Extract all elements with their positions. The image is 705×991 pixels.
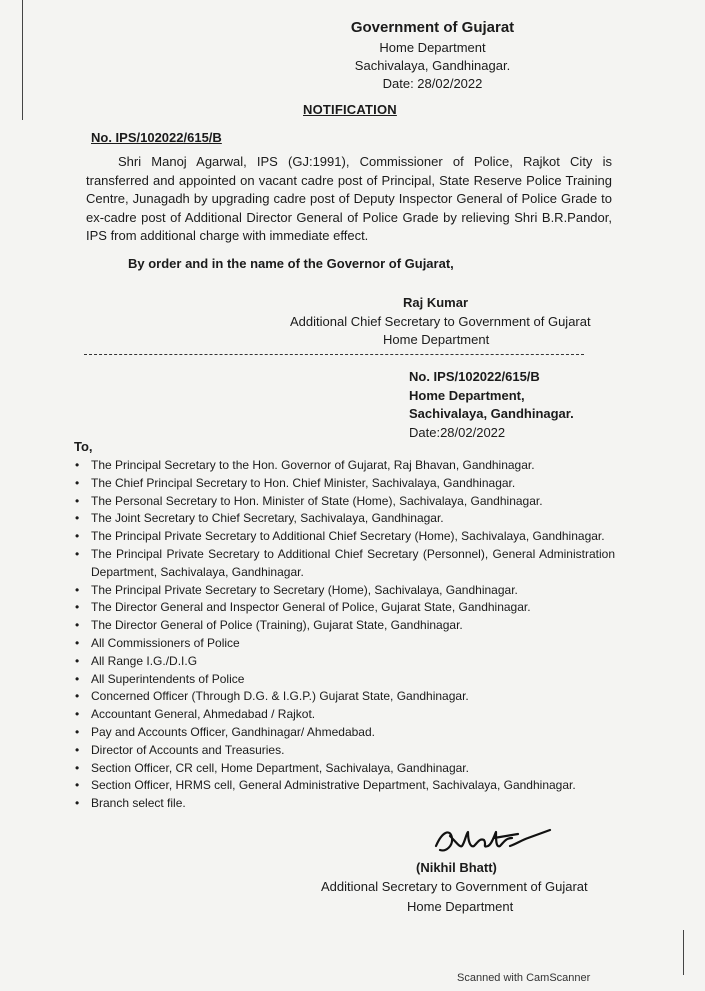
signatory2-department: Home Department xyxy=(407,899,514,914)
scan-edge-right xyxy=(683,930,684,975)
dashed-divider xyxy=(84,354,584,355)
list-item: • The Principal Private Secretary to Secretary (Home), Sachivalaya, Gandhinagar. xyxy=(75,582,615,600)
reference-block-place: Sachivalaya, Gandhinagar. xyxy=(409,406,574,421)
list-item: • The Director General of Police (Training), Gujarat State, Gandhinagar. xyxy=(75,617,615,635)
list-item: • The Personal Secretary to Hon. Minister of State (Home), Sachivalaya, Gandhinagar. xyxy=(75,493,615,511)
header-government: Government of Gujarat xyxy=(350,19,515,36)
reference-block-dept: Home Department, xyxy=(409,387,525,403)
list-item: • Director of Accounts and Treasuries. xyxy=(75,742,615,760)
list-item: • Accountant General, Ahmedabad / Rajkot. xyxy=(75,706,615,724)
signatory2-designation: Additional Secretary to Government of Gujarat xyxy=(321,879,588,894)
order-line: By order and in the name of the Governor of Gujarat, xyxy=(128,256,454,271)
list-item: • The Joint Secretary to Chief Secretary, Sachivalaya, Gandhinagar. xyxy=(75,510,615,528)
reference-block-no: No. IPS/102022/615/B xyxy=(409,369,540,384)
list-item: • Section Officer, HRMS cell, General Administrative Department, Sachivalaya, Gandhinagar. xyxy=(75,777,615,795)
header-department: Home Department xyxy=(379,40,486,55)
list-item: • All Commissioners of Police xyxy=(75,635,615,653)
signatory1-name: Raj Kumar xyxy=(403,295,469,310)
recipient-list xyxy=(75,457,615,813)
scan-edge-left xyxy=(22,0,23,120)
list-item: • Concerned Officer (Through D.G. & I.G.P.) Gujarat State, Gandhinagar. xyxy=(75,688,615,706)
reference-block-date: Date:28/02/2022 xyxy=(409,424,506,440)
list-item: • The Principal Secretary to the Hon. Governor of Gujarat, Raj Bhavan, Gandhinagar. xyxy=(75,457,615,475)
handwritten-signature xyxy=(432,820,552,860)
list-item: • Section Officer, CR cell, Home Department, Sachivalaya, Gandhinagar. xyxy=(75,760,615,778)
list-item: • All Range I.G./D.I.G xyxy=(75,653,615,671)
notification-body: Shri Manoj Agarwal, IPS (GJ:1991), Commissioner of Police, Rajkot City is transferred and appointed on vacant cadre post of Principal, State Reserve Police Training Centre, Junagadh by upgrading cadre post of Deputy Inspector General of Police Grade to ex-cadre post of Additional Director General of Police Grade by relieving Shri B.R.Pandor, IPS from additional charge with immediate effect. xyxy=(86,154,612,243)
signatory1-designation: Additional Chief Secretary to Government of Gujarat xyxy=(290,314,591,329)
reference-block xyxy=(409,368,574,442)
signatory2-name: (Nikhil Bhatt) xyxy=(416,860,497,875)
reference-number: No. IPS/102022/615/B xyxy=(91,130,222,145)
scanner-watermark: Scanned with CamScanner xyxy=(457,972,591,984)
to-label: To, xyxy=(74,439,93,454)
list-item: • The Principal Private Secretary to Additional Chief Secretary (Personnel), General Administration Department, Sachivalaya, Gandhinagar. xyxy=(75,546,615,582)
list-item: • The Director General and Inspector General of Police, Gujarat State, Gandhinagar. xyxy=(75,599,615,617)
list-item: • The Principal Private Secretary to Additional Chief Secretary (Home), Sachivalaya, Gandhinagar. xyxy=(75,528,615,546)
list-item: • The Chief Principal Secretary to Hon. Chief Minister, Sachivalaya, Gandhinagar. xyxy=(75,475,615,493)
list-item: • Branch select file. xyxy=(75,795,615,813)
header-date: Date: 28/02/2022 xyxy=(382,76,483,91)
signatory1-department: Home Department xyxy=(383,332,490,347)
list-item: • All Superintendents of Police xyxy=(75,671,615,689)
notification-title: NOTIFICATION xyxy=(303,102,397,117)
header-location: Sachivalaya, Gandhinagar. xyxy=(354,58,511,73)
list-item: • Pay and Accounts Officer, Gandhinagar/ Ahmedabad. xyxy=(75,724,615,742)
